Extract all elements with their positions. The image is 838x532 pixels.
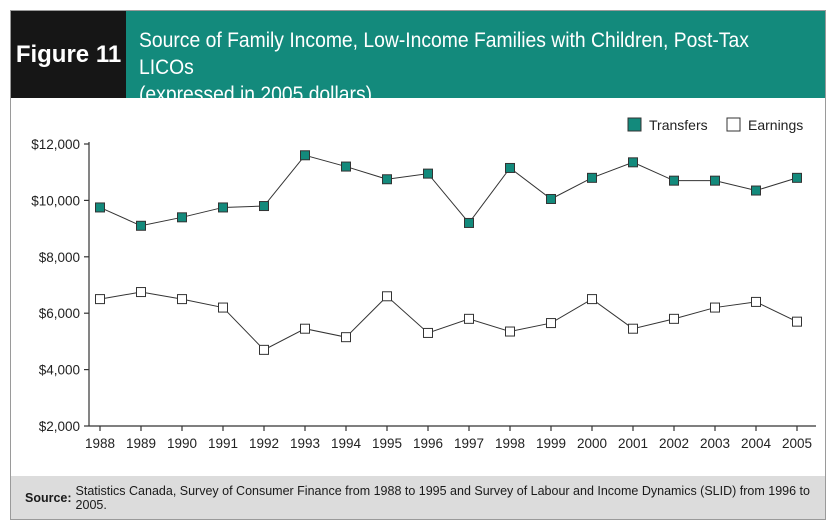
legend-swatch-transfers <box>628 118 641 131</box>
source-label: Source: <box>25 490 72 505</box>
data-point-transfers <box>383 175 392 184</box>
data-point-transfers <box>178 213 187 222</box>
x-tick-label: 2000 <box>576 436 608 451</box>
data-point-transfers <box>711 176 720 185</box>
data-point-earnings <box>629 324 638 333</box>
data-point-transfers <box>547 194 556 203</box>
source-text: Statistics Canada, Survey of Consumer Finance from 1988 to 1995 and Survey of Labour and Income Dynamics (SLID) from 1996 to 2005. <box>75 483 810 512</box>
line-chart <box>11 11 825 476</box>
data-point-earnings <box>588 295 597 304</box>
chart-axes <box>31 137 816 451</box>
data-point-earnings <box>670 314 679 323</box>
x-tick-label: 2005 <box>781 436 813 451</box>
x-tick-label: 1998 <box>494 436 526 451</box>
data-point-earnings <box>465 314 474 323</box>
data-point-transfers <box>506 163 515 172</box>
chart-markers <box>96 151 802 355</box>
x-tick-label: 1997 <box>453 436 485 451</box>
series-line-earnings <box>100 292 797 350</box>
data-point-earnings <box>219 303 228 312</box>
data-point-earnings <box>260 345 269 354</box>
data-point-earnings <box>711 303 720 312</box>
data-point-transfers <box>629 158 638 167</box>
y-tick-label: $6,000 <box>38 306 80 322</box>
x-tick-label: 1999 <box>535 436 567 451</box>
figure-title-line1: Source of Family Income, Low-Income Families with Children, Post-Tax LICOs <box>139 29 749 79</box>
x-tick-label: 1990 <box>166 436 198 451</box>
x-tick-label: 2002 <box>658 436 690 451</box>
data-point-transfers <box>424 169 433 178</box>
data-point-earnings <box>342 333 351 342</box>
y-tick-label: $8,000 <box>38 249 80 265</box>
data-point-earnings <box>178 295 187 304</box>
data-point-transfers <box>342 162 351 171</box>
data-point-earnings <box>137 288 146 297</box>
legend-label-earnings: Earnings <box>748 117 804 133</box>
x-tick-label: 1988 <box>84 436 116 451</box>
x-tick-label: 1995 <box>371 436 403 451</box>
data-point-earnings <box>301 324 310 333</box>
x-tick-label: 2003 <box>699 436 731 451</box>
source-note <box>11 476 825 519</box>
data-point-earnings <box>96 295 105 304</box>
data-point-earnings <box>383 292 392 301</box>
x-tick-label: 1994 <box>330 436 362 451</box>
y-tick-label: $4,000 <box>38 362 80 378</box>
data-point-earnings <box>793 317 802 326</box>
data-point-transfers <box>793 173 802 182</box>
x-tick-label: 1989 <box>125 436 157 451</box>
data-point-transfers <box>301 151 310 160</box>
y-tick-label: $10,000 <box>31 193 80 209</box>
data-point-transfers <box>96 203 105 212</box>
data-point-transfers <box>137 221 146 230</box>
data-point-earnings <box>752 297 761 306</box>
figure-frame <box>10 10 826 520</box>
chart-legend <box>628 117 803 133</box>
series-line-transfers <box>100 155 797 226</box>
x-tick-label: 1993 <box>289 436 321 451</box>
figure-title-line2: (expressed in 2005 dollars) <box>139 83 373 106</box>
data-point-transfers <box>588 173 597 182</box>
data-point-transfers <box>752 186 761 195</box>
legend-label-transfers: Transfers <box>649 117 708 133</box>
x-tick-label: 1991 <box>207 436 239 451</box>
x-tick-label: 2004 <box>740 436 772 451</box>
figure-label: Figure 11 <box>11 11 126 98</box>
y-tick-label: $12,000 <box>31 137 80 152</box>
x-tick-label: 1996 <box>412 436 444 451</box>
x-tick-label: 1992 <box>248 436 280 451</box>
data-point-transfers <box>670 176 679 185</box>
data-point-earnings <box>506 327 515 336</box>
x-tick-label: 2001 <box>617 436 649 451</box>
data-point-earnings <box>547 319 556 328</box>
data-point-transfers <box>219 203 228 212</box>
y-tick-label: $2,000 <box>38 419 80 434</box>
data-point-transfers <box>260 202 269 211</box>
chart-lines <box>100 155 797 350</box>
data-point-earnings <box>424 328 433 337</box>
legend-swatch-earnings <box>727 118 740 131</box>
data-point-transfers <box>465 218 474 227</box>
